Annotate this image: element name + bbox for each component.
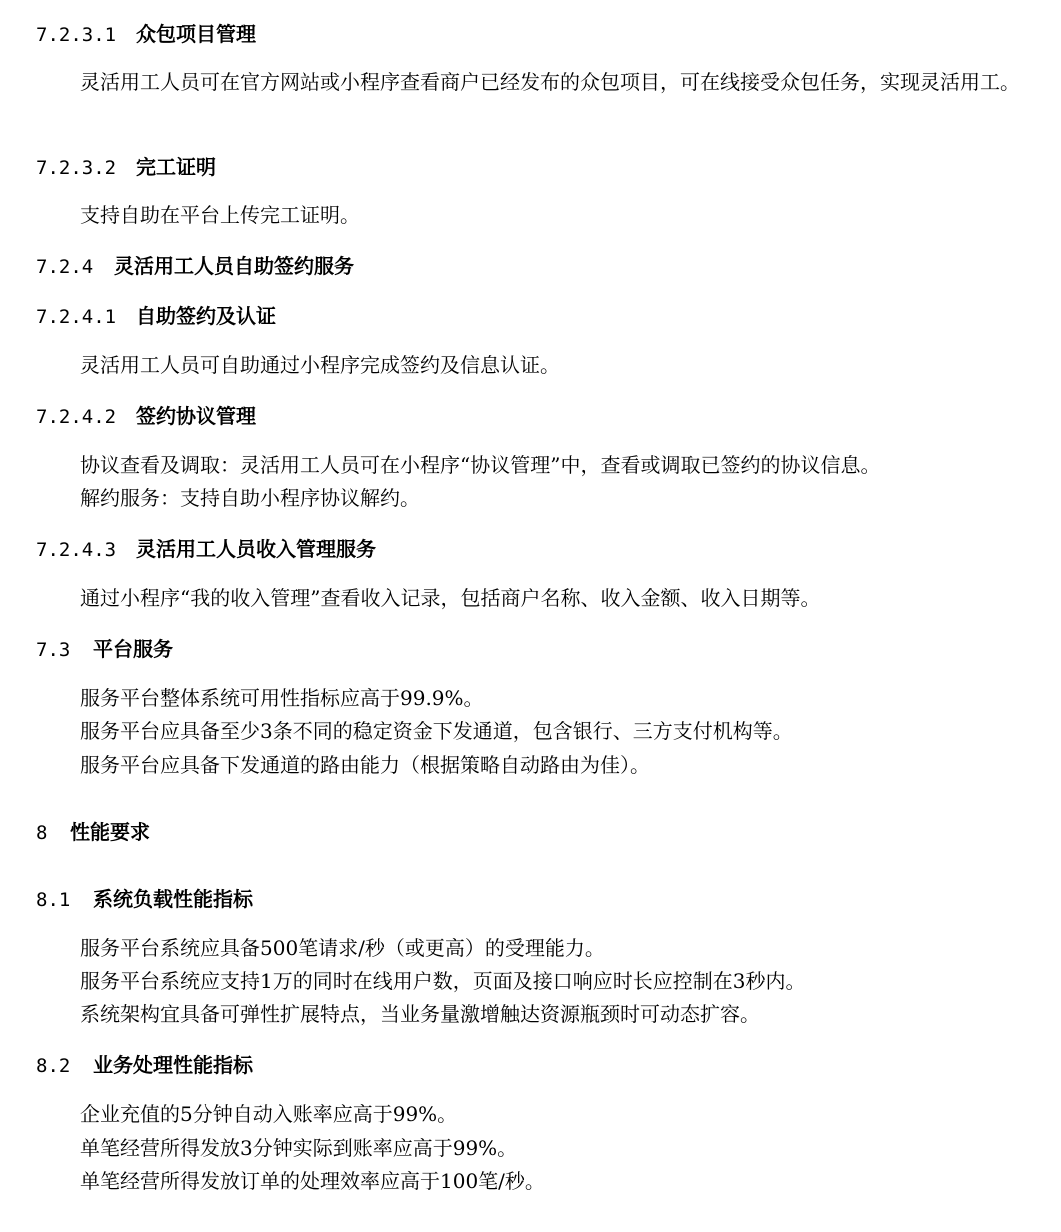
section-title: 灵活用工人员自助签约服务 xyxy=(114,254,354,278)
section-title: 众包项目管理 xyxy=(136,22,256,46)
paragraph: 服务平台系统应支持1万的同时在线用户数，页面及接口响应时长应控制在3秒内。 xyxy=(80,969,806,993)
heading-8-1 xyxy=(36,886,253,913)
section-number: 7.2.4 xyxy=(36,256,94,278)
section-title: 灵活用工人员收入管理服务 xyxy=(136,537,376,561)
section-title: 平台服务 xyxy=(93,637,173,661)
paragraph: 支持自助在平台上传完工证明。 xyxy=(80,203,360,227)
paragraph: 解约服务：支持自助小程序协议解约。 xyxy=(80,486,420,510)
section-number: 7.2.4.2 xyxy=(36,406,117,428)
section-number: 7.2.4.3 xyxy=(36,539,117,561)
section-number: 8.2 xyxy=(36,1055,71,1077)
paragraph: 灵活用工人员可在官方网站或小程序查看商户已经发布的众包项目，可在线接受众包任务，实现灵活用工。 xyxy=(80,70,1020,94)
section-title: 性能要求 xyxy=(70,820,150,844)
heading-7-3 xyxy=(36,636,173,663)
paragraph: 通过小程序“我的收入管理”查看收入记录，包括商户名称、收入金额、收入日期等。 xyxy=(80,586,821,610)
section-number: 7.2.3.2 xyxy=(36,157,117,179)
section-number: 7.3 xyxy=(36,639,71,661)
heading-7-2-3-2 xyxy=(36,154,216,181)
heading-7-2-4-2 xyxy=(36,403,256,430)
heading-8 xyxy=(36,819,150,846)
heading-7-2-4 xyxy=(36,253,354,280)
heading-7-2-4-1 xyxy=(36,303,276,330)
paragraph: 单笔经营所得发放订单的处理效率应高于100笔/秒。 xyxy=(80,1169,545,1193)
section-number: 7.2.4.1 xyxy=(36,306,117,328)
paragraph: 服务平台应具备下发通道的路由能力（根据策略自动路由为佳）。 xyxy=(80,753,650,777)
section-number: 8 xyxy=(36,822,48,844)
paragraph: 协议查看及调取：灵活用工人员可在小程序“协议管理”中，查看或调取已签约的协议信息。 xyxy=(80,453,881,477)
section-title: 完工证明 xyxy=(136,155,216,179)
section-number: 8.1 xyxy=(36,889,71,911)
heading-8-2 xyxy=(36,1052,253,1079)
paragraph: 服务平台系统应具备500笔请求/秒（或更高）的受理能力。 xyxy=(80,936,605,960)
paragraph: 服务平台整体系统可用性指标应高于99.9%。 xyxy=(80,686,484,710)
section-title: 系统负载性能指标 xyxy=(93,887,253,911)
section-title: 签约协议管理 xyxy=(136,404,256,428)
paragraph: 企业充值的5分钟自动入账率应高于99%。 xyxy=(80,1102,458,1126)
paragraph: 灵活用工人员可自助通过小程序完成签约及信息认证。 xyxy=(80,353,560,377)
heading-7-2-3-1 xyxy=(36,21,256,48)
section-title: 自助签约及认证 xyxy=(136,304,276,328)
section-title: 业务处理性能指标 xyxy=(93,1053,253,1077)
paragraph: 服务平台应具备至少3条不同的稳定资金下发通道，包含银行、三方支付机构等。 xyxy=(80,719,793,743)
paragraph: 单笔经营所得发放3分钟实际到账率应高于99%。 xyxy=(80,1136,518,1160)
paragraph: 系统架构宜具备可弹性扩展特点，当业务量激增触达资源瓶颈时可动态扩容。 xyxy=(80,1002,760,1026)
heading-7-2-4-3 xyxy=(36,536,376,563)
section-number: 7.2.3.1 xyxy=(36,24,117,46)
